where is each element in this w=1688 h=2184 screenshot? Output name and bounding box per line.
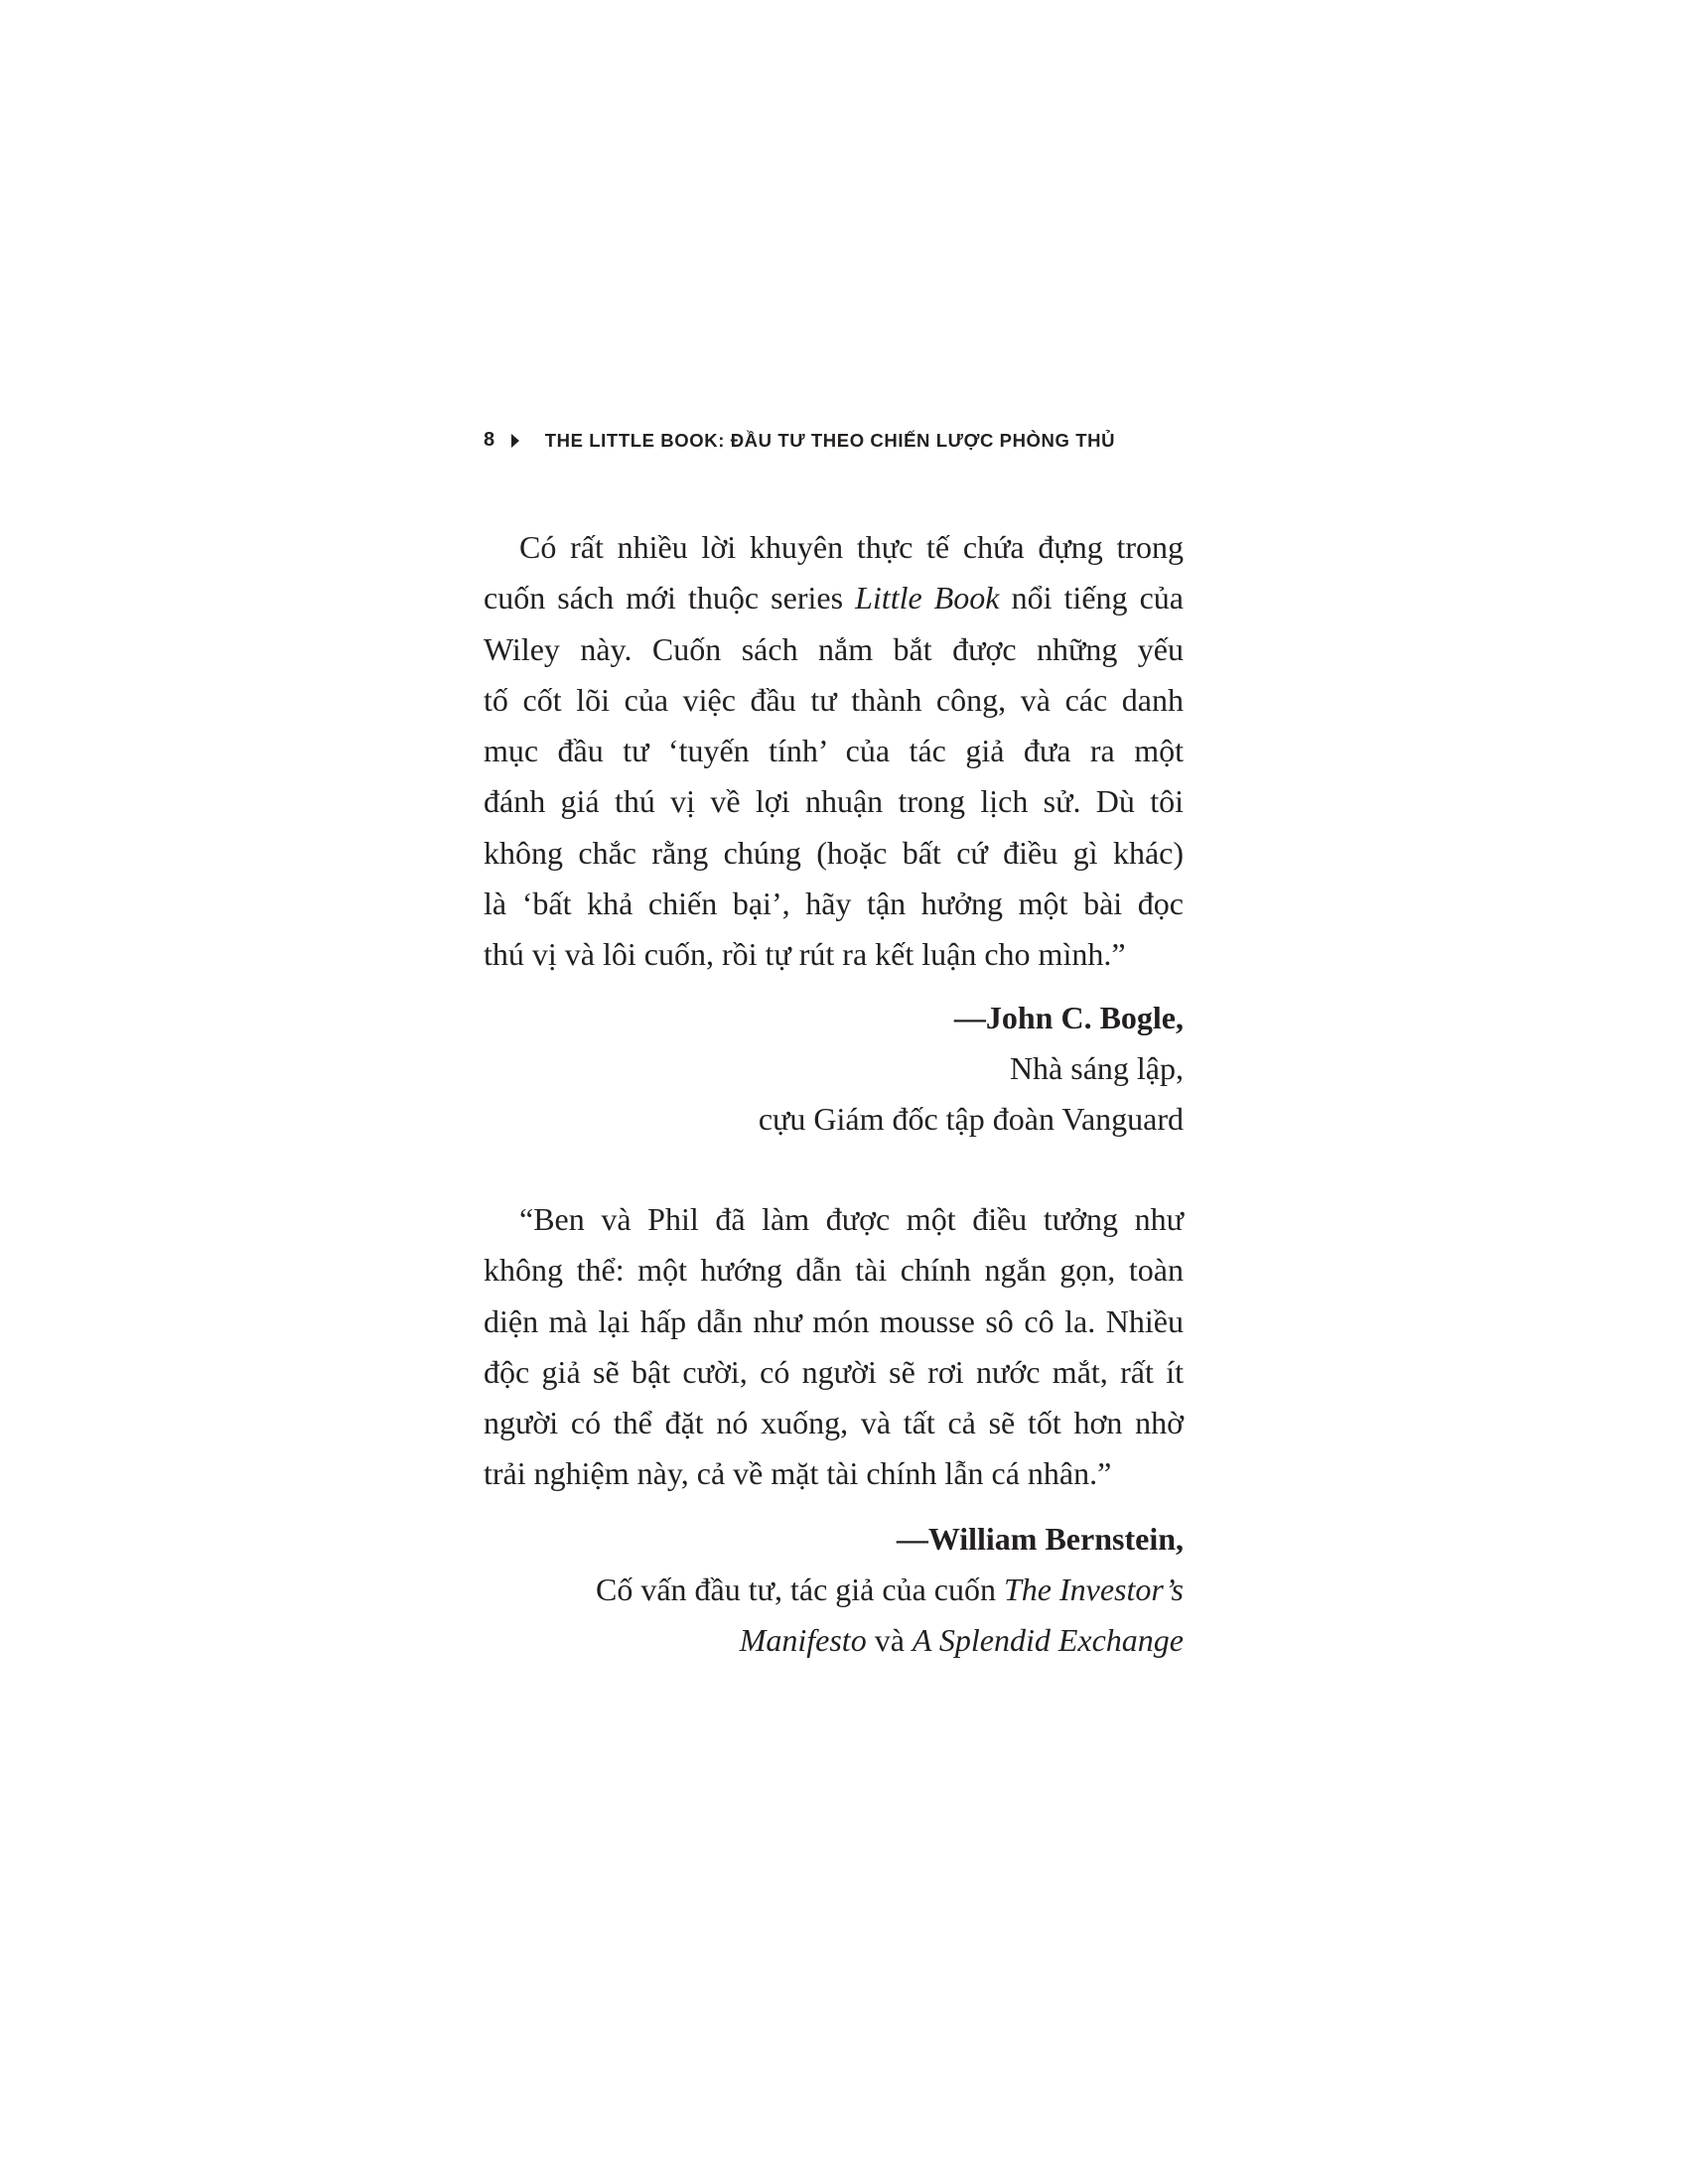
quote-bogle [484, 522, 1184, 981]
quote-text: nổi tiếng của [999, 580, 1185, 616]
attribution-name: —John C. Bogle, [953, 1000, 1184, 1035]
attribution-bogle [484, 993, 1184, 1145]
quote-line: “Ben và Phil đã làm được một điều tưởng như [519, 1201, 1184, 1237]
attribution-bernstein [484, 1514, 1184, 1666]
quote-paragraph [484, 1194, 1184, 1500]
quote-line: Wiley này. Cuốn sách nắm bắt được những yếu [484, 630, 1184, 667]
attribution-text: Cố vấn đầu tư, tác giả của cuốn [595, 1571, 1004, 1607]
quote-line: mục đầu tư ‘tuyến tính’ của tác giả đưa ra một [484, 733, 1184, 769]
attribution-role: Nhà sáng lập, [1009, 1050, 1184, 1086]
quote-text: cuốn sách mới thuộc series [484, 580, 856, 616]
page-number: 8 [484, 429, 495, 451]
quote-line: tố cốt lõi của việc đầu tư thành công, và các danh [484, 681, 1184, 718]
book-title: A Splendid Exchange [912, 1622, 1184, 1658]
quote-line: thú vị và lôi cuốn, rồi tự rút ra kết luận cho mình.” [484, 936, 1126, 973]
quote-line: là ‘bất khả chiến bại’, hãy tận hưởng một bài đọc [484, 886, 1184, 922]
quote-bernstein [484, 1194, 1184, 1500]
attribution-role: cựu Giám đốc tập đoàn Vanguard [758, 1101, 1184, 1137]
quote-line: Có rất nhiều lời khuyên thực tế chứa đựng trong [519, 529, 1184, 565]
attribution-text: và [866, 1622, 913, 1658]
quote-line [484, 573, 1184, 623]
quote-line: không chắc rằng chúng (hoặc bất cứ điều gì khác) [484, 834, 1184, 871]
triangle-right-icon [511, 434, 519, 448]
attribution-role [484, 1615, 1184, 1666]
quote-line: người có thể đặt nó xuống, và tất cả sẽ tốt hơn nhờ [484, 1405, 1184, 1441]
page-header [484, 429, 1115, 452]
quote-line: không thể: một hướng dẫn tài chính ngắn gọn, toàn [484, 1252, 1184, 1289]
book-title: Manifesto [739, 1622, 867, 1658]
quote-line: đánh giá thú vị về lợi nhuận trong lịch sử. Dù tôi [484, 783, 1184, 820]
quote-paragraph [484, 522, 1184, 981]
quote-line: độc giả sẽ bật cười, có người sẽ rơi nước mắt, rất ít [484, 1353, 1184, 1390]
book-title: The Investor’s [1003, 1571, 1184, 1607]
running-title: THE LITTLE BOOK: ĐẦU TƯ THEO CHIẾN LƯỢC PHÒNG THỦ [544, 429, 1116, 451]
attribution-name: —William Bernstein, [896, 1521, 1184, 1557]
book-title: Little Book [855, 580, 1000, 616]
quote-line: trải nghiệm này, cả về mặt tài chính lẫn cá nhân.” [484, 1455, 1112, 1492]
attribution-role [484, 1565, 1184, 1615]
quote-line: diện mà lại hấp dẫn như món mousse sô cô la. Nhiều [484, 1302, 1184, 1339]
